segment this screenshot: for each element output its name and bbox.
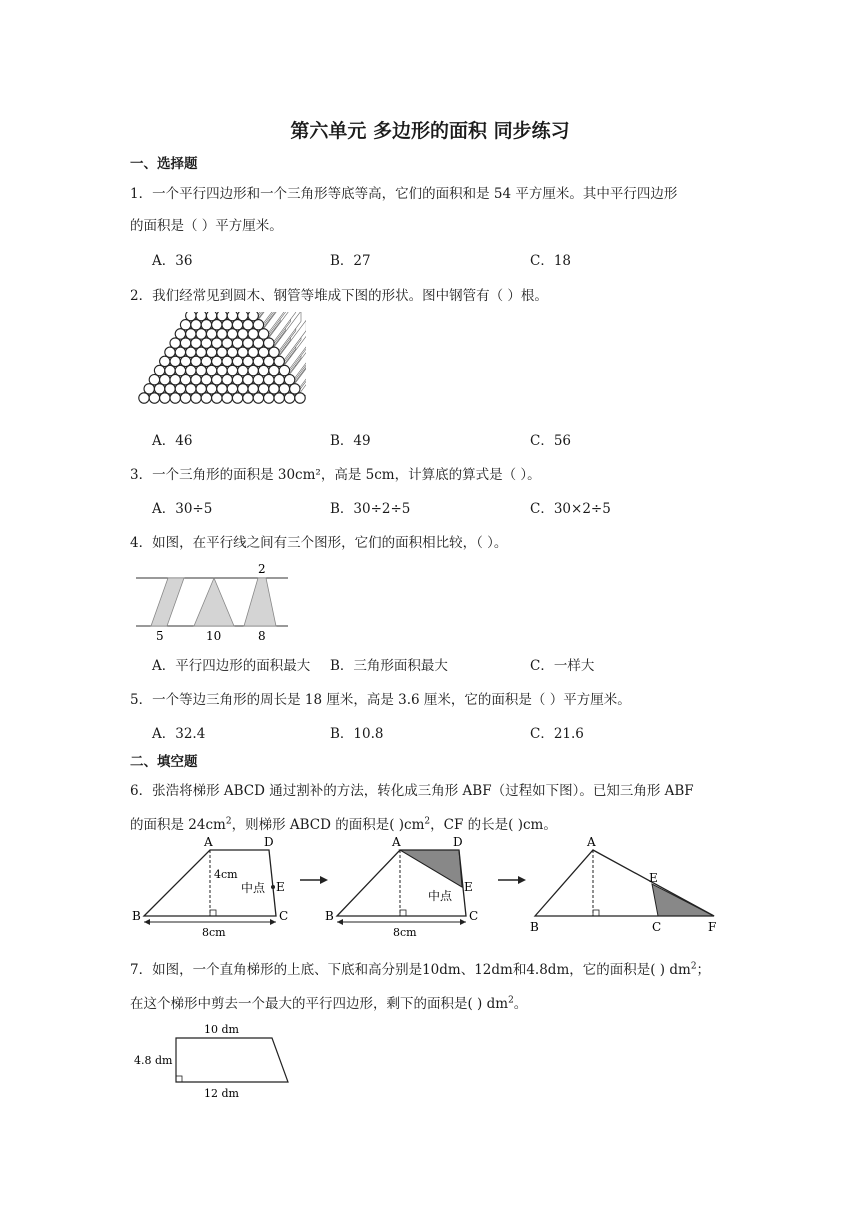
page-title: 第六单元 多边形的面积 同步练习 [290,120,570,142]
question-2-line-1: 2．我们经常见到圆木、钢管等堆成下图的形状。图中钢管有（ ）根。 [130,288,548,304]
fig2-midpoint-label: 中点 [428,889,453,903]
question-4-line-1: 4．如图，在平行线之间有三个图形，它们的面积相比较，（ ）。 [130,535,508,551]
pipe-end [217,312,227,321]
trapezoid-abcd [132,836,288,939]
question-2-option-b: B．49 [330,433,371,449]
fig3-label-c: C [652,920,662,934]
arrow-right-icon [498,876,526,884]
pipe-end [238,312,248,321]
pipe-end [227,312,237,321]
question-1-option-b: B．27 [330,253,371,269]
parallel-lines-figure [134,560,294,644]
question-1-option-c: C．18 [530,253,572,269]
question-7-line-2: 在这个梯形中剪去一个最大的平行四边形，剩下的面积是( ) $dm^2$。 [130,995,528,1012]
fig1-midpoint-label: 中点 [241,881,266,895]
question-3-option-c: C．30×2÷5 [530,501,611,517]
question-3-option-a: A．30÷5 [152,501,213,517]
fig1-label-b: B [132,909,141,923]
right-trapezoid-figure [130,1020,300,1104]
question-1-option-a: A．36 [152,253,193,269]
fig2-label-d: D [453,836,463,849]
question-4-option-a: A．平行四边形的面积最大 [152,658,311,674]
question-2-option-a: A．46 [152,433,193,449]
triangle-shape [194,578,234,626]
section-heading-choice: 一、选择题 [130,156,198,172]
pipe-stack-figure [136,312,306,412]
trapezoid-top-label: 10 dm [204,1023,239,1036]
fig1-label-e: E [276,880,285,894]
pipe-end [248,312,258,321]
trapezoid-transform-figure [128,836,728,946]
fig2-label-c: C [469,909,479,923]
fig3-label-e: E [649,871,658,885]
trapezoid-cut-figure [325,836,478,939]
fig1-base-label: 8cm [202,926,226,939]
fig1-label-c: C [279,909,289,923]
fig2-label-e: E [464,880,473,894]
fig1-height-label: 4cm [214,868,238,881]
fig2-label-b: B [325,909,334,923]
fig2-label-a: A [392,836,401,849]
fig3-label-a: A [587,836,596,849]
trapezoid-bottom-label: 12 dm [204,1087,239,1100]
question-4-option-c: C．一样大 [530,658,595,674]
question-5-option-b: B．10.8 [330,726,384,742]
label-bottom-8: 8 [258,629,266,643]
fig1-label-a: A [204,836,213,849]
label-top-2: 2 [258,562,266,576]
question-6-line-1: 6．张浩将梯形 ABCD 通过割补的方法，转化成三角形 ABF（过程如下图）。已知三角形 ABF [130,783,694,799]
section-heading-fill: 二、填空题 [130,754,198,770]
question-3-option-b: B．30÷2÷5 [330,501,411,517]
parallelogram-shape [151,578,184,626]
question-5-option-c: C．21.6 [530,726,584,742]
question-1-line-2: 的面积是（ ）平方厘米。 [130,218,283,234]
question-2-option-c: C．56 [530,433,572,449]
trapezoid-shape [244,578,276,626]
pipe-end [206,312,216,321]
question-3-line-1: 3．一个三角形的面积是 30cm²，高是 5cm，计算底的算式是（ ）。 [130,467,541,483]
triangle-abf [530,836,716,934]
question-5-line-1: 5．一个等边三角形的周长是 18 厘米，高是 3.6 厘米，它的面积是（ ）平方厘米。 [130,692,631,708]
pipe-end [196,312,206,321]
question-7-line-1: 7．如图，一个直角梯形的上底、下底和高分别是10dm、12dm和4.8dm，它的面积是( ) $dm^2$； [130,961,711,978]
pipe-end [186,312,196,321]
label-bottom-10: 10 [206,629,222,643]
question-1-line-1: 1．一个平行四边形和一个三角形等底等高，它们的面积和是 54 平方厘米。其中平行四边形 [130,186,678,202]
fig3-label-b: B [530,920,539,934]
label-bottom-5: 5 [156,629,164,643]
question-6-line-2: 的面积是 $24cm^2$，则梯形 ABCD 的面积是( )$cm^2$，CF 的长是( )cm。 [130,816,557,833]
trapezoid-height-label: 4.8 dm [134,1054,173,1067]
fig1-label-d: D [264,836,274,849]
arrow-right-icon [300,876,328,884]
fig3-label-f: F [708,920,717,934]
question-4-option-b: B．三角形面积最大 [330,658,448,674]
fig2-base-label: 8cm [393,926,417,939]
question-5-option-a: A．32.4 [152,726,206,742]
